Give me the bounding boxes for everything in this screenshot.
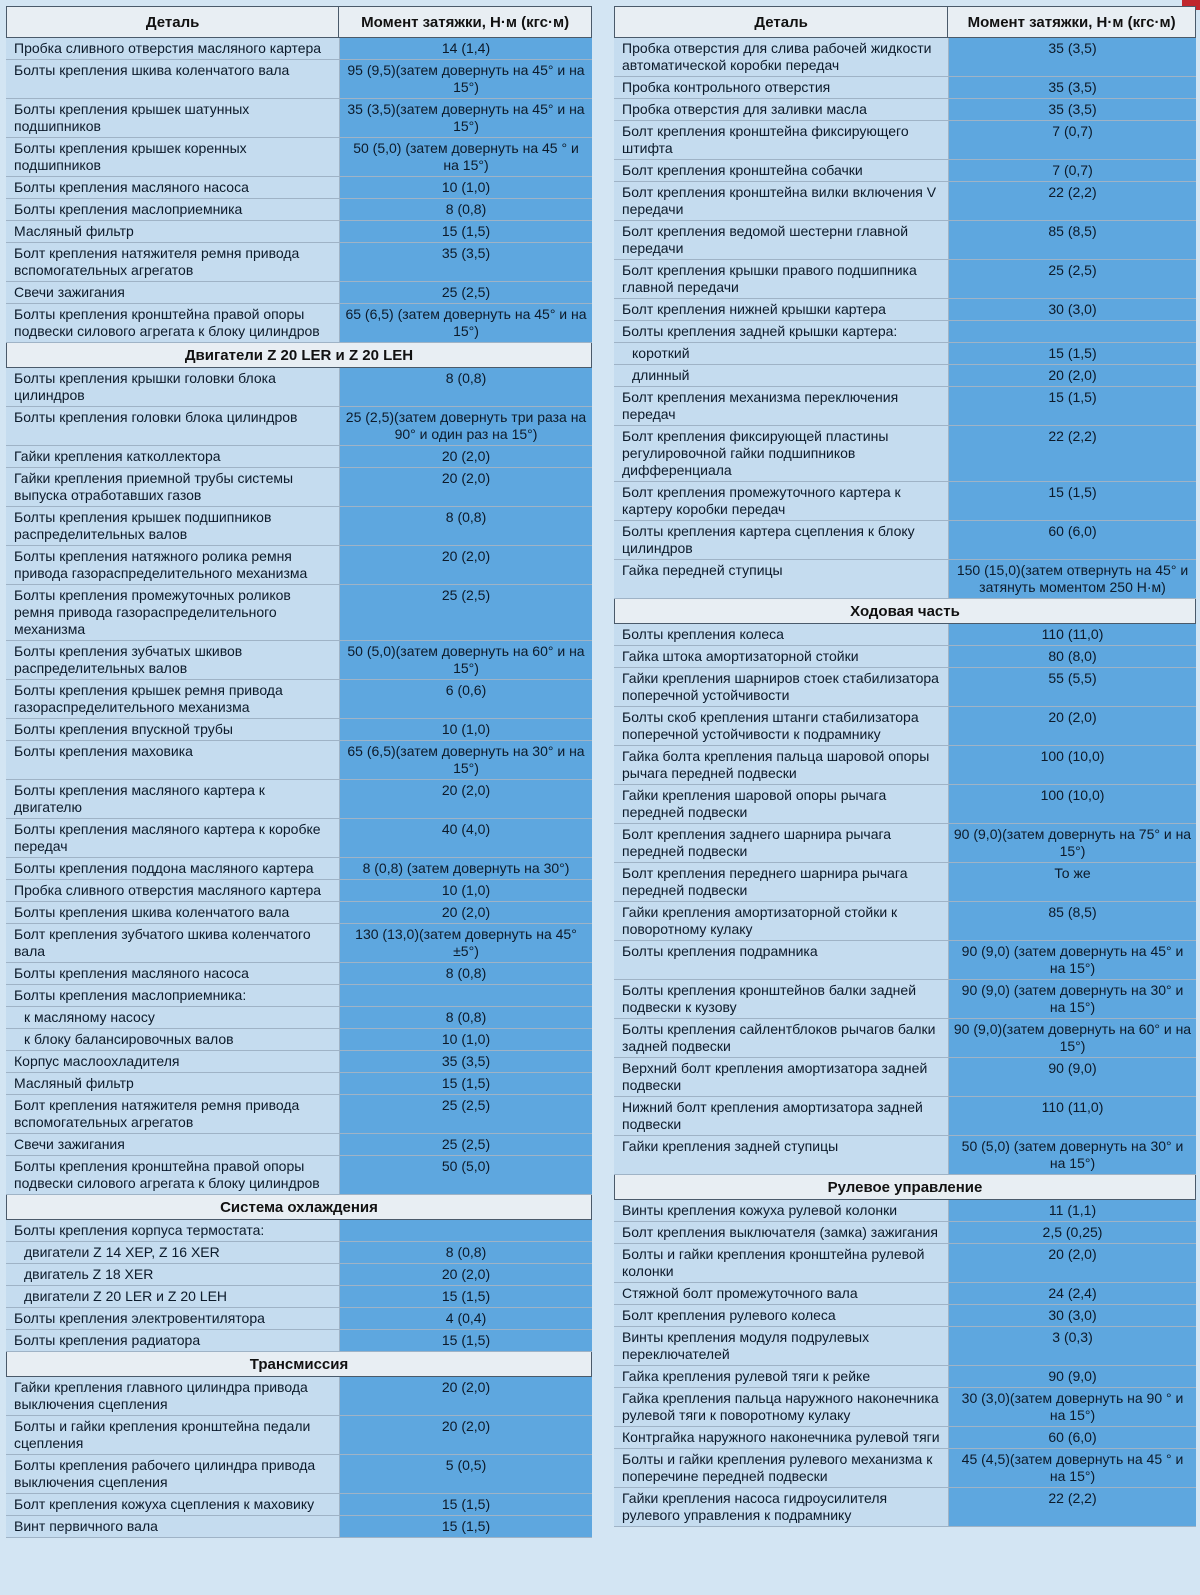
table-row [6,719,592,741]
table-row [6,780,592,819]
torque-value: 25 (2,5) [339,282,592,303]
torque-value: 8 (0,8) [339,963,592,984]
table-row [614,38,1196,77]
table-row [614,221,1196,260]
part-name: Болт крепления ведомой шестерни главной передачи [614,221,948,259]
torque-value: 110 (11,0) [948,1097,1196,1135]
torque-value: 65 (6,5) (затем довернуть на 45° и на 15°) [339,304,592,342]
table-row [614,299,1196,321]
table-subrow [6,1029,592,1051]
table-row [614,182,1196,221]
table-row [6,1095,592,1134]
torque-value: 20 (2,0) [948,365,1196,386]
torque-value: 20 (2,0) [339,780,592,818]
part-name: Болт крепления рулевого колеса [614,1305,948,1326]
part-name: Болты крепления кронштейна правой опоры подвески силового агрегата к блоку цилиндров [6,1156,339,1194]
part-name: Болты крепления шкива коленчатого вала [6,902,339,923]
table-row [6,902,592,924]
part-name: Болты крепления шкива коленчатого вала [6,60,339,98]
part-name: Болты крепления масляного насоса [6,177,339,198]
torque-value: 100 (10,0) [948,746,1196,784]
part-name: Болт крепления выключателя (замка) зажигания [614,1222,948,1243]
part-name: Гайка передней ступицы [614,560,948,598]
part-name: Болты крепления масляного картера к двигателю [6,780,339,818]
torque-value: 25 (2,5) [339,1134,592,1155]
table-row [6,1416,592,1455]
header-part: Деталь [754,13,808,31]
table-row [614,1097,1196,1136]
torque-value: То же [948,863,1196,901]
torque-value: 15 (1,5) [948,343,1196,364]
torque-value: 15 (1,5) [948,387,1196,425]
torque-value: 20 (2,0) [339,902,592,923]
part-name: Гайки крепления катколлектора [6,446,339,467]
torque-value: 15 (1,5) [339,1330,592,1351]
part-name: Гайки крепления насоса гидроусилителя рулевого управления к подрамнику [614,1488,948,1526]
part-name: Пробка отверстия для слива рабочей жидкости автоматической коробки передач [614,38,948,76]
table-row [6,1455,592,1494]
part-name: Болт крепления натяжителя ремня привода вспомогательных агрегатов [6,243,339,281]
table-subrow [614,365,1196,387]
part-name: Пробка контрольного отверстия [614,77,948,98]
torque-value: 20 (2,0) [339,1377,592,1415]
torque-value: 25 (2,5) [339,1095,592,1133]
table-row [6,38,592,60]
table-row [614,1388,1196,1427]
torque-value: 15 (1,5) [339,1073,592,1094]
part-name: Болт крепления крышки правого подшипника главной передачи [614,260,948,298]
torque-value [339,1220,592,1241]
part-name: Пробка сливного отверстия масляного картера [6,38,339,59]
torque-value: 5 (0,5) [339,1455,592,1493]
part-name: Болт крепления кронштейна вилки включения V передачи [614,182,948,220]
table-row [614,260,1196,299]
header-torque: Момент затяжки, Н·м (кгс·м) [947,7,1195,37]
part-name: Болты крепления сайлентблоков рычагов балки задней подвески [614,1019,948,1057]
table-row [614,1244,1196,1283]
torque-value: 50 (5,0) (затем довернуть на 45 ° и на 15°) [339,138,592,176]
torque-value: 8 (0,8) [339,199,592,220]
part-name: Болты крепления зубчатых шкивов распределительных валов [6,641,339,679]
table-row [614,707,1196,746]
table-header [6,6,592,38]
part-name: Стяжной болт промежуточного вала [614,1283,948,1304]
table-row [6,880,592,902]
torque-value: 15 (1,5) [339,1516,592,1537]
part-name: Болты крепления крышек ремня привода газораспределительного механизма [6,680,339,718]
torque-value: 20 (2,0) [948,1244,1196,1282]
table-subrow [6,1286,592,1308]
table-row [6,177,592,199]
part-name: Болты крепления головки блока цилиндров [6,407,339,445]
part-name: Винты крепления модуля подрулевых переключателей [614,1327,948,1365]
part-name: Свечи зажигания [6,1134,339,1155]
torque-value: 20 (2,0) [339,546,592,584]
part-name: Гайка болта крепления пальца шаровой опоры рычага передней подвески [614,746,948,784]
torque-value: 20 (2,0) [339,1264,592,1285]
table-row [614,160,1196,182]
table-row [614,746,1196,785]
part-name: Болты крепления маслоприемника: [6,985,339,1006]
torque-value: 85 (8,5) [948,221,1196,259]
table-row [614,646,1196,668]
table-row [6,985,592,1007]
table-subrow [614,343,1196,365]
table-row [6,1377,592,1416]
part-name: Болт крепления фиксирующей пластины регулировочной гайки подшипников дифференциала [614,426,948,481]
torque-value: 24 (2,4) [948,1283,1196,1304]
part-name: Винты крепления кожуха рулевой колонки [614,1200,948,1221]
part-name: Болты крепления масляного насоса [6,963,339,984]
part-name: Пробка сливного отверстия масляного картера [6,880,339,901]
table-row [614,521,1196,560]
part-name: Болты крепления колеса [614,624,948,645]
part-name: Болт крепления промежуточного картера к картеру коробки передач [614,482,948,520]
torque-value: 25 (2,5) [948,260,1196,298]
torque-value: 22 (2,2) [948,182,1196,220]
torque-value: 40 (4,0) [339,819,592,857]
part-name: Болты крепления радиатора [6,1330,339,1351]
torque-value: 6 (0,6) [339,680,592,718]
table-row [6,1308,592,1330]
table-row [6,507,592,546]
torque-value [339,985,592,1006]
part-name: Болты крепления задней крышки картера: [614,321,948,342]
table-row [614,1200,1196,1222]
table-row [614,99,1196,121]
table-row [6,368,592,407]
torque-value: 14 (1,4) [339,38,592,59]
part-name: Болт крепления кронштейна фиксирующего штифта [614,121,948,159]
part-name: Болты крепления маховика [6,741,339,779]
torque-value: 35 (3,5)(затем довернуть на 45° и на 15°) [339,99,592,137]
part-name: Болты и гайки крепления кронштейна педали сцепления [6,1416,339,1454]
part-name: Болты крепления кронштейна правой опоры подвески силового агрегата к блоку цилиндров [6,304,339,342]
torque-value: 60 (6,0) [948,521,1196,559]
table-row [614,560,1196,599]
section-heading: Рулевое управление [614,1175,1196,1200]
table-row [6,641,592,680]
part-name: Болт крепления кожуха сцепления к маховику [6,1494,339,1515]
torque-value: 15 (1,5) [339,1494,592,1515]
torque-value: 2,5 (0,25) [948,1222,1196,1243]
torque-value: 90 (9,0)(затем довернуть на 75° и на 15°) [948,824,1196,862]
table-row [614,1366,1196,1388]
table-row [614,426,1196,482]
torque-value: 3 (0,3) [948,1327,1196,1365]
table-row [614,980,1196,1019]
torque-value: 50 (5,0) [339,1156,592,1194]
torque-table-left [6,6,592,1538]
part-name: короткий [614,343,948,364]
torque-value: 10 (1,0) [339,719,592,740]
torque-value: 8 (0,8) [339,1007,592,1028]
table-row [6,858,592,880]
table-row [614,77,1196,99]
torque-value: 8 (0,8) [339,368,592,406]
table-row [6,546,592,585]
torque-value: 8 (0,8) (затем довернуть на 30°) [339,858,592,879]
table-row [6,60,592,99]
torque-value: 25 (2,5) [339,585,592,640]
torque-value: 11 (1,1) [948,1200,1196,1221]
part-name: Свечи зажигания [6,282,339,303]
table-body [6,38,592,1538]
table-row [6,199,592,221]
part-name: Болты крепления корпуса термостата: [6,1220,339,1241]
table-row [6,1134,592,1156]
table-row [614,1283,1196,1305]
table-row [614,668,1196,707]
torque-value: 90 (9,0) [948,1366,1196,1387]
torque-value: 90 (9,0)(затем довернуть на 60° и на 15°) [948,1019,1196,1057]
table-row [6,446,592,468]
table-row [6,138,592,177]
table-row [614,482,1196,521]
torque-value: 30 (3,0) [948,1305,1196,1326]
torque-value: 50 (5,0)(затем довернуть на 60° и на 15°) [339,641,592,679]
table-row [6,407,592,446]
part-name: Корпус маслоохладителя [6,1051,339,1072]
torque-value: 35 (3,5) [339,243,592,281]
part-name: Гайки крепления шаровой опоры рычага передней подвески [614,785,948,823]
table-row [614,863,1196,902]
part-name: Болты крепления натяжного ролика ремня привода газораспределительного механизма [6,546,339,584]
part-name: Масляный фильтр [6,221,339,242]
part-name: Масляный фильтр [6,1073,339,1094]
torque-value: 90 (9,0) (затем довернуть на 45° и на 15°) [948,941,1196,979]
table-row [6,1073,592,1095]
part-name: Гайки крепления шарниров стоек стабилизатора поперечной устойчивости [614,668,948,706]
torque-value: 100 (10,0) [948,785,1196,823]
torque-value: 130 (13,0)(затем довернуть на 45°±5°) [339,924,592,962]
torque-value: 4 (0,4) [339,1308,592,1329]
torque-value: 15 (1,5) [339,1286,592,1307]
torque-value: 20 (2,0) [339,1416,592,1454]
part-name: двигатель Z 18 XER [6,1264,339,1285]
torque-value: 7 (0,7) [948,121,1196,159]
table-row [6,282,592,304]
table-body [614,38,1196,1527]
table-subrow [6,1242,592,1264]
torque-value: 30 (3,0) [948,299,1196,320]
table-row [6,1516,592,1538]
torque-value: 25 (2,5)(затем довернуть три раза на 90° и один раз на 15°) [339,407,592,445]
torque-value: 80 (8,0) [948,646,1196,667]
part-name: Нижний болт крепления амортизатора задней подвески [614,1097,948,1135]
torque-value: 55 (5,5) [948,668,1196,706]
torque-value [948,321,1196,342]
part-name: Винт первичного вала [6,1516,339,1537]
table-row [614,1449,1196,1488]
table-row [6,1051,592,1073]
table-row [6,99,592,138]
torque-value: 22 (2,2) [948,426,1196,481]
part-name: Болт крепления кронштейна собачки [614,160,948,181]
table-row [6,243,592,282]
torque-value: 20 (2,0) [339,446,592,467]
table-row [614,1222,1196,1244]
part-name: Болты крепления картера сцепления к блоку цилиндров [614,521,948,559]
part-name: Пробка отверстия для заливки масла [614,99,948,120]
section-heading: Двигатели Z 20 LER и Z 20 LEH [6,343,592,368]
torque-value: 95 (9,5)(затем довернуть на 45° и на 15°) [339,60,592,98]
part-name: к масляному насосу [6,1007,339,1028]
torque-value: 85 (8,5) [948,902,1196,940]
part-name: Болт крепления механизма переключения передач [614,387,948,425]
section-heading: Система охлаждения [6,1195,592,1220]
table-row [6,1156,592,1195]
table-row [614,1019,1196,1058]
torque-value: 90 (9,0) [948,1058,1196,1096]
torque-value: 35 (3,5) [948,99,1196,120]
table-row [6,680,592,719]
part-name: Болты скоб крепления штанги стабилизатора поперечной устойчивости к подрамнику [614,707,948,745]
torque-value: 60 (6,0) [948,1427,1196,1448]
part-name: Болты крепления впускной трубы [6,719,339,740]
part-name: Болты крепления промежуточных роликов ремня привода газораспределительного механизма [6,585,339,640]
torque-value: 35 (3,5) [948,38,1196,76]
part-name: Гайки крепления приемной трубы системы выпуска отработавших газов [6,468,339,506]
table-row [614,941,1196,980]
part-name: Гайка штока амортизаторной стойки [614,646,948,667]
part-name: Гайка крепления пальца наружного наконечника рулевой тяги к поворотному кулаку [614,1388,948,1426]
part-name: Верхний болт крепления амортизатора задней подвески [614,1058,948,1096]
table-row [6,221,592,243]
part-name: Болт крепления зубчатого шкива коленчатого вала [6,924,339,962]
table-row [6,304,592,343]
torque-value: 30 (3,0)(затем довернуть на 90 ° и на 15°) [948,1388,1196,1426]
part-name: двигатели Z 14 XEP, Z 16 XER [6,1242,339,1263]
torque-value: 20 (2,0) [948,707,1196,745]
table-row [6,819,592,858]
table-row [614,1058,1196,1097]
table-row [614,785,1196,824]
torque-value: 90 (9,0) (затем довернуть на 30° и на 15°) [948,980,1196,1018]
torque-value: 15 (1,5) [948,482,1196,520]
table-row [614,121,1196,160]
part-name: Болты и гайки крепления кронштейна рулевой колонки [614,1244,948,1282]
torque-value: 15 (1,5) [339,221,592,242]
header-torque: Момент затяжки, Н·м (кгс·м) [338,7,591,37]
table-row [6,468,592,507]
torque-value: 110 (11,0) [948,624,1196,645]
torque-value: 8 (0,8) [339,507,592,545]
table-row [6,963,592,985]
part-name: Болты крепления электровентилятора [6,1308,339,1329]
table-row [614,1305,1196,1327]
part-name: Болт крепления натяжителя ремня привода вспомогательных агрегатов [6,1095,339,1133]
torque-value: 65 (6,5)(затем довернуть на 30° и на 15°) [339,741,592,779]
table-row [6,585,592,641]
part-name: длинный [614,365,948,386]
part-name: Болты и гайки крепления рулевого механизма к поперечине передней подвески [614,1449,948,1487]
table-row [6,1494,592,1516]
table-subrow [6,1264,592,1286]
part-name: Болты крепления кронштейнов балки задней подвески к кузову [614,980,948,1018]
torque-value: 20 (2,0) [339,468,592,506]
part-name: Болты крепления крышек шатунных подшипников [6,99,339,137]
torque-value: 22 (2,2) [948,1488,1196,1526]
table-subrow [6,1007,592,1029]
part-name: Болты крепления крышек коренных подшипников [6,138,339,176]
table-row [614,1488,1196,1527]
part-name: Болты крепления крышки головки блока цилиндров [6,368,339,406]
torque-table-right [614,6,1196,1527]
table-row [614,1327,1196,1366]
table-header [614,6,1196,38]
part-name: Болты крепления рабочего цилиндра привода выключения сцепления [6,1455,339,1493]
torque-value: 35 (3,5) [948,77,1196,98]
part-name: Гайки крепления задней ступицы [614,1136,948,1174]
part-name: Болт крепления нижней крышки картера [614,299,948,320]
torque-value: 150 (15,0)(затем отвернуть на 45° и затянуть моментом 250 Н·м) [948,560,1196,598]
torque-value: 35 (3,5) [339,1051,592,1072]
table-row [614,624,1196,646]
torque-value: 10 (1,0) [339,880,592,901]
torque-value: 7 (0,7) [948,160,1196,181]
table-row [614,824,1196,863]
part-name: двигатели Z 20 LER и Z 20 LEH [6,1286,339,1307]
table-row [6,1330,592,1352]
table-row [614,902,1196,941]
part-name: Болты крепления поддона масляного картера [6,858,339,879]
table-row [614,387,1196,426]
part-name: Гайки крепления главного цилиндра привода выключения сцепления [6,1377,339,1415]
torque-value: 45 (4,5)(затем довернуть на 45 ° и на 15°) [948,1449,1196,1487]
torque-value: 50 (5,0) (затем довернуть на 30° и на 15°) [948,1136,1196,1174]
part-name: Болты крепления масляного картера к коробке передач [6,819,339,857]
table-row [6,741,592,780]
table-row [6,924,592,963]
part-name: Контргайка наружного наконечника рулевой тяги [614,1427,948,1448]
part-name: Болты крепления подрамника [614,941,948,979]
table-row [614,321,1196,343]
table-row [6,1220,592,1242]
torque-value: 8 (0,8) [339,1242,592,1263]
part-name: Болты крепления маслоприемника [6,199,339,220]
part-name: Гайка крепления рулевой тяги к рейке [614,1366,948,1387]
part-name: Болт крепления заднего шарнира рычага передней подвески [614,824,948,862]
section-heading: Ходовая часть [614,599,1196,624]
section-heading: Трансмиссия [6,1352,592,1377]
part-name: Болты крепления крышек подшипников распределительных валов [6,507,339,545]
table-row [614,1136,1196,1175]
part-name: к блоку балансировочных валов [6,1029,339,1050]
part-name: Болт крепления переднего шарнира рычага передней подвески [614,863,948,901]
header-part: Деталь [145,13,200,31]
part-name: Гайки крепления амортизаторной стойки к поворотному кулаку [614,902,948,940]
torque-value: 10 (1,0) [339,1029,592,1050]
torque-value: 10 (1,0) [339,177,592,198]
table-row [614,1427,1196,1449]
